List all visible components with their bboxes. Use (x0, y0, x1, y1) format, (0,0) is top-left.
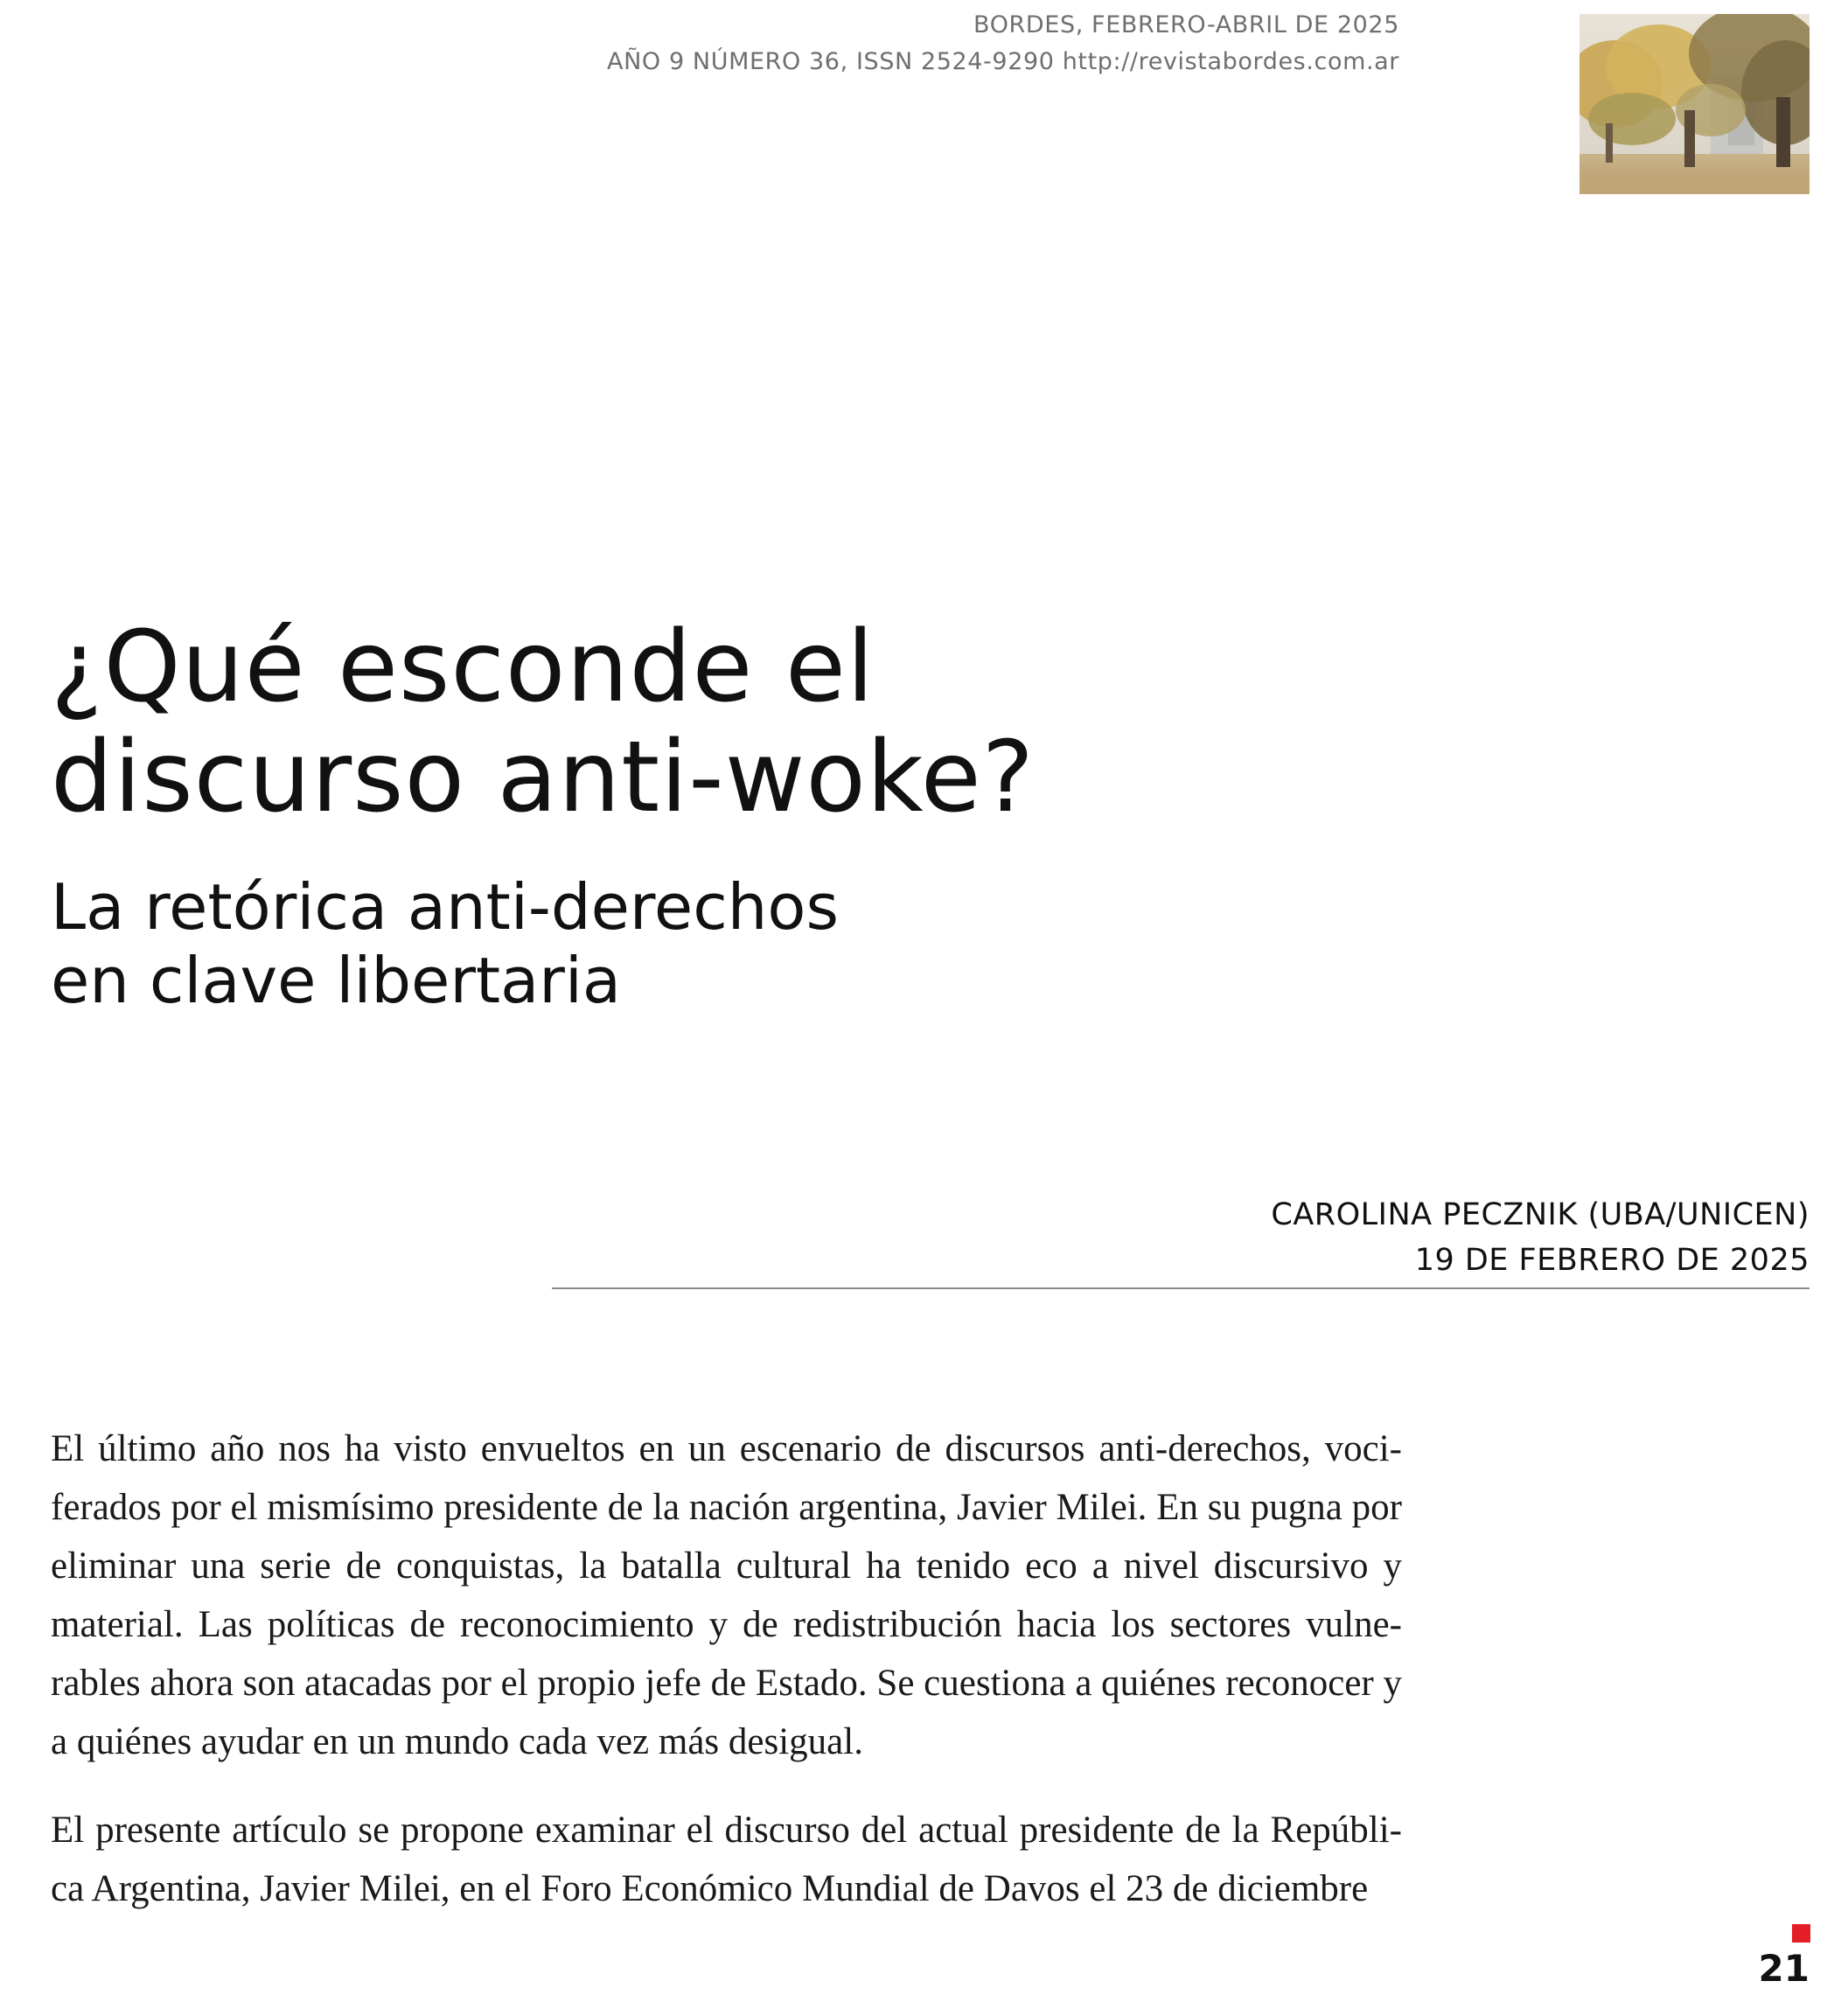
page-accent-square (1792, 1924, 1810, 1943)
title-line-1: ¿Qué esconde el (51, 610, 875, 724)
subtitle-line-1: La retórica anti-derechos (51, 870, 839, 944)
journal-issue-line: AÑO 9 NÚMERO 36, ISSN 2524-9290 http://revistabordes.com.ar (607, 48, 1399, 75)
subtitle-line-2: en clave libertaria (51, 944, 622, 1017)
publication-date: 19 DE FEBRERO DE 2025 (1414, 1243, 1810, 1278)
journal-edition-line: BORDES, FEBRERO-ABRIL DE 2025 (973, 11, 1399, 38)
author-name: CAROLINA PECZNIK (UBA/UNICEN) (1271, 1197, 1810, 1232)
page-number: 21 (1758, 1947, 1810, 1990)
cover-thumbnail-photo (1580, 14, 1810, 194)
journal-masthead (607, 7, 1399, 80)
article-body (51, 1420, 1402, 1948)
byline (1271, 1192, 1810, 1283)
body-paragraph-1: El último año nos ha visto envueltos en un escenario de discursos anti-derechos, voci-ferados por el mismísimo presidente de la nación argentina, Javier Milei. En su pugna por eliminar una serie de conquistas, la batalla cultural ha tenido eco a nivel discursivo y material. Las políticas de reconocimiento y de redistribución hacia los sectores vulne-rables ahora son atacadas por el propio jefe de Estado. Se cuestiona a quiénes reconocer y a quiénes ayudar en un mundo cada vez más desigual. (51, 1428, 1402, 1762)
title-line-2: discurso anti-woke? (51, 721, 1036, 834)
body-paragraph-2: El presente artículo se propone examinar el discurso del actual presidente de la Repúbli-ca Argentina, Javier Milei, en el Foro Económico Mundial de Davos el 23 de diciembre (51, 1810, 1402, 1909)
byline-divider (552, 1287, 1810, 1289)
article-subtitle (51, 870, 1275, 1017)
article-title (51, 612, 1275, 833)
